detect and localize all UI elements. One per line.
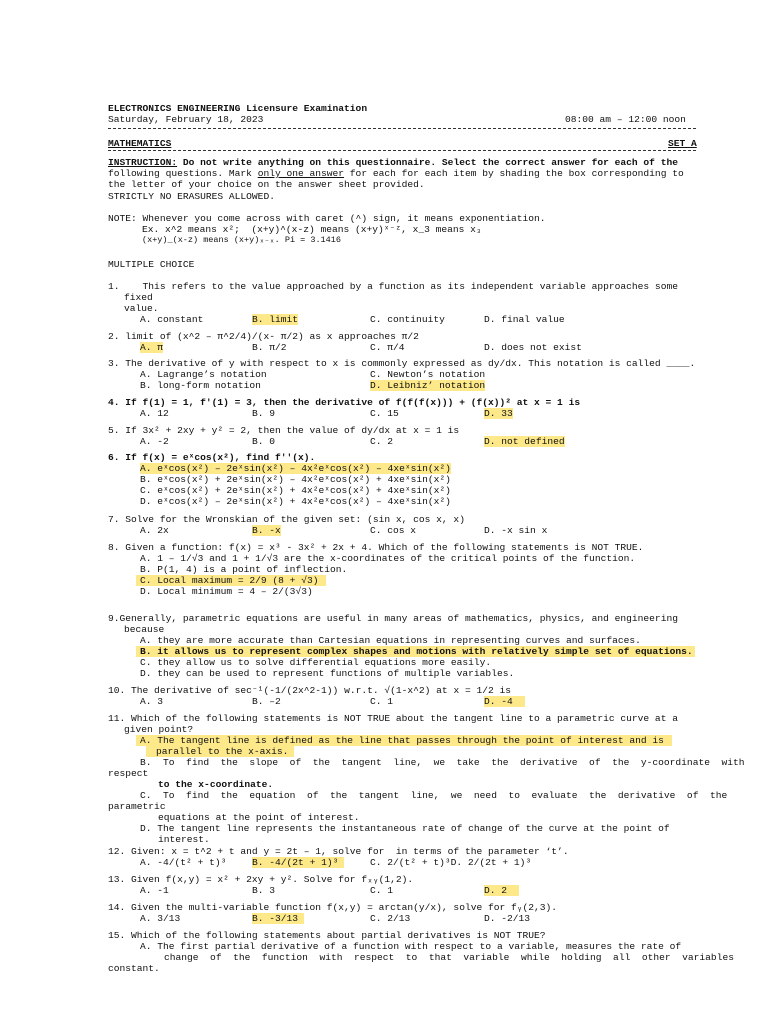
- subject-title: MATHEMATICS: [108, 138, 172, 149]
- q1-stem: 1. This refers to the value approached by a function as its independent variable approaches some: [108, 281, 678, 292]
- q12-option-c-d: C. 2/(t² + t)³D. 2/(2t + 1)³: [370, 857, 532, 868]
- q11-option-a-line-2: parallel to the x-axis.: [146, 746, 294, 757]
- q6-option-d: D. eˣcos(x²) – 2eˣsin(x²) + 4x²eˣcos(x²) – 4xeˣsin(x²): [140, 496, 451, 507]
- q11-option-b-line-3: to the x-coordinate.: [158, 779, 274, 790]
- q6-option-a-answer: A. eˣcos(x²) – 2eˣsin(x²) – 4x²eˣcos(x²) – 4xeˣsin(x²): [140, 463, 451, 474]
- q4-option-c: C. 15: [370, 408, 399, 419]
- q7-option-a: A. 2x: [140, 525, 169, 536]
- q14-option-a: A. 3/13: [140, 913, 181, 924]
- q11-option-a-answer: A. The tangent line is defined as the line that passes through the point of interest and is: [136, 735, 672, 746]
- q5-option-a: A. -2: [140, 436, 169, 447]
- q11-option-c: C. To find the equation of the tangent line, we need to evaluate the derivative of the: [140, 790, 728, 801]
- section-title: MULTIPLE CHOICE: [108, 259, 195, 270]
- q3-stem: 3. The derivative of y with respect to x is commonly expressed as dy/dx. This notation is called ____.: [108, 358, 696, 369]
- q3-option-a: A. Lagrange’s notation: [140, 369, 267, 380]
- q11-option-b: B. To find the slope of the tangent line, we take the derivative of the y-coordinate with: [140, 757, 745, 768]
- q12-option-b-answer: B. -4/(2t + 1)³: [252, 857, 344, 868]
- q14-option-d: D. -2/13: [484, 913, 531, 924]
- q4-option-d-answer: D. 33: [484, 408, 513, 419]
- q8-option-b: B. P(1, 4) is a point of inflection.: [140, 564, 348, 575]
- q6-option-b: B. eˣcos(x²) + 2eˣsin(x²) – 4x²eˣcos(x²) + 4xeˣsin(x²): [140, 474, 451, 485]
- q10-option-a: A. 3: [140, 696, 164, 707]
- q11-option-c-line-2: parametric: [108, 801, 166, 812]
- q1-option-b-answer: B. limit: [252, 314, 299, 325]
- q14-option-b-answer: B. -3/13: [252, 913, 304, 924]
- q10-option-c: C. 1: [370, 696, 394, 707]
- subject-divider: [108, 150, 696, 151]
- q2-option-b: B. π/2: [252, 342, 287, 353]
- q15-option-a: A. The first partial derivative of a function with respect to a variable, measures the rate of: [140, 941, 682, 952]
- strict-notice: STRICTLY NO ERASURES ALLOWED.: [108, 191, 275, 202]
- q11-option-d-line-2: interest.: [158, 834, 210, 845]
- q8-stem: 8. Given a function: f(x) = x³ - 3x² + 2x + 4. Which of the following statements is NOT TRUE.: [108, 542, 644, 553]
- q10-option-b: B. –2: [252, 696, 281, 707]
- q4-stem: 4. If f(1) = 1, f′(1) = 3, then the derivative of f(f(f(x))) + (f(x))² at x = 1 is: [108, 397, 581, 408]
- q6-stem: 6. If f(x) = eˣcos(x²), find f′′(x).: [108, 452, 316, 463]
- q5-option-c: C. 2: [370, 436, 394, 447]
- q11-option-b-line-2: respect: [108, 768, 149, 779]
- q9-option-c: C. they allow us to solve differential equations more easily.: [140, 657, 492, 668]
- exam-date: Saturday, February 18, 2023: [108, 114, 264, 125]
- q8-option-a: A. 1 – 1/√3 and 1 + 1/√3 are the x-coordinates of the critical points of the function.: [140, 553, 636, 564]
- q7-option-c: C. cos x: [370, 525, 417, 536]
- q11-stem: 11. Which of the following statements is NOT TRUE about the tangent line to a parametric curve at a: [108, 713, 678, 724]
- q14-stem: 14. Given the multi-variable function f(x,y) = arctan(y/x), solve for fᵧ(2,3).: [108, 902, 558, 913]
- q11-option-d: D. The tangent line represents the instantaneous rate of change of the curve at the point of: [140, 823, 670, 834]
- q5-option-d-answer: D. not defined: [484, 436, 565, 447]
- note-line-2: Ex. x^2 means x²; (x+y)^(x-z) means (x+y)ˣ⁻ᶻ, x_3 means x₃: [142, 224, 482, 235]
- q12-stem: 12. Given: x = t^2 + t and y = 2t – 1, solve for in terms of the parameter ‘t’.: [108, 846, 569, 857]
- instruction-line-3: the letter of your choice on the answer sheet provided.: [108, 179, 425, 190]
- q8-option-c-answer: C. Local maximum = 2/9 (8 + √3): [136, 575, 326, 586]
- exam-title: ELECTRONICS ENGINEERING Licensure Examination: [108, 103, 368, 114]
- q3-option-d-answer: D. Leibniz’ notation: [370, 380, 486, 391]
- q9-option-d: D. they can be used to represent functions of multiple variables.: [140, 668, 515, 679]
- q7-option-d: D. -x sin x: [484, 525, 548, 536]
- q3-option-b: B. long-form notation: [140, 380, 261, 391]
- q13-option-b: B. 3: [252, 885, 276, 896]
- q11-option-c-line-3: equations at the point of interest.: [158, 812, 360, 823]
- q11-stem-2: given point?: [124, 724, 194, 735]
- q1-option-d: D. final value: [484, 314, 565, 325]
- q7-stem: 7. Solve for the Wronskian of the given set: (sin x, cos x, x): [108, 514, 465, 525]
- q9-stem-2: because: [124, 624, 165, 635]
- instruction-line-1: INSTRUCTION: Do not write anything on this questionnaire. Select the correct answer for each of the: [108, 157, 678, 168]
- q2-option-a-answer: A. π: [140, 342, 164, 353]
- q9-option-a: A. they are more accurate than Cartesian equations in representing curves and surfaces.: [140, 635, 641, 646]
- q6-option-c: C. eˣcos(x²) + 2eˣsin(x²) + 4x²eˣcos(x²) + 4xeˣsin(x²): [140, 485, 451, 496]
- q13-option-d-answer: D. 2: [484, 885, 519, 896]
- q2-option-d: D. does not exist: [484, 342, 582, 353]
- q10-option-d-answer: D. -4: [484, 696, 525, 707]
- q13-stem: 13. Given f(x,y) = x² + 2xy + y². Solve for fₓᵧ(1,2).: [108, 874, 414, 885]
- q4-option-b: B. 9: [252, 408, 276, 419]
- q5-stem: 5. If 3x² + 2xy + y² = 2, then the value of dy/dx at x = 1 is: [108, 425, 460, 436]
- q15-stem: 15. Which of the following statements about partial derivatives is NOT TRUE?: [108, 930, 546, 941]
- q12-option-a: A. -4/(t² + t)³: [140, 857, 227, 868]
- q15-option-a-line-3: constant.: [108, 963, 160, 974]
- note-line-1: NOTE: Whenever you come across with caret (^) sign, it means exponentiation.: [108, 213, 546, 224]
- q1-option-c: C. continuity: [370, 314, 445, 325]
- header-divider: [108, 128, 696, 129]
- q1-stem-3: value.: [124, 303, 159, 314]
- q5-option-b: B. 0: [252, 436, 276, 447]
- q8-option-d: D. Local minimum = 4 – 2/(3√3): [140, 586, 313, 597]
- q2-stem: 2. limit of (x^2 – π^2/4)/(x- π/2) as x approaches π/2: [108, 331, 419, 342]
- instruction-line-2: following questions. Mark only one answer for each for each item by shading the box corresponding to: [108, 168, 684, 179]
- note-line-3: (x+y)_(x-z) means (x+y)ₓ₋ₓ. Pi = 3.1416: [142, 235, 341, 245]
- q10-stem: 10. The derivative of sec⁻¹(-1/(2x^2-1)) w.r.t. √(1-x^2) at x = 1/2 is: [108, 685, 512, 696]
- q2-option-c: C. π/4: [370, 342, 405, 353]
- q4-option-a: A. 12: [140, 408, 169, 419]
- q13-option-a: A. -1: [140, 885, 169, 896]
- set-label: SET A: [668, 138, 697, 149]
- q7-option-b-answer: B. -x: [252, 525, 281, 536]
- q9-stem: 9.Generally, parametric equations are useful in many areas of mathematics, physics, and engineering: [108, 613, 678, 624]
- q1-option-a: A. constant: [140, 314, 204, 325]
- exam-time: 08:00 am – 12:00 noon: [565, 114, 686, 125]
- q15-option-a-line-2: change of the function with respect to that variable while holding all other variables: [164, 952, 734, 963]
- q13-option-c: C. 1: [370, 885, 394, 896]
- q14-option-c: C. 2/13: [370, 913, 411, 924]
- q9-option-b-answer: B. it allows us to represent complex shapes and motions with relatively simple set of equations.: [136, 646, 695, 657]
- q3-option-c: C. Newton’s notation: [370, 369, 486, 380]
- q1-stem-2: fixed: [124, 292, 153, 303]
